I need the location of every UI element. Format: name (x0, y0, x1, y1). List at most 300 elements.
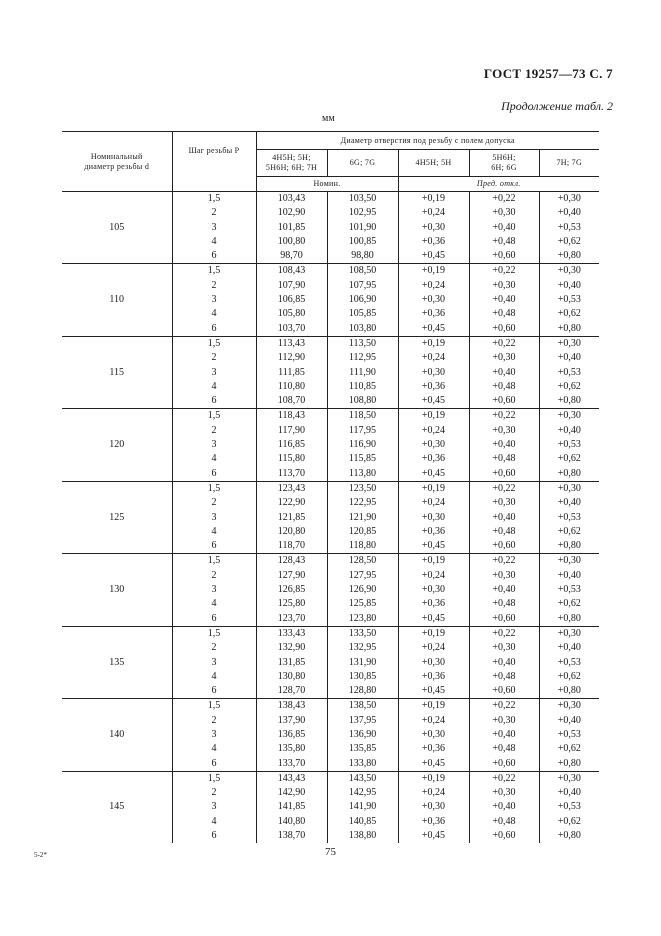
dev-7h7g-cell: +0,53 (539, 656, 599, 670)
dev-7h7g-cell: +0,30 (539, 771, 599, 786)
document-header: ГОСТ 19257—73 С. 7 (483, 66, 613, 81)
nominal-6g7g-cell: 106,90 (327, 293, 398, 307)
pitch-cell: 4 (172, 597, 256, 611)
dev-7h7g-cell: +0,80 (539, 829, 599, 843)
nominal-6g7g-cell: 125,85 (327, 597, 398, 611)
dev-7h7g-cell: +0,80 (539, 684, 599, 699)
dev-5h6h-cell: +0,60 (469, 612, 539, 627)
dev-7h7g-cell: +0,30 (539, 699, 599, 714)
pitch-cell: 2 (172, 279, 256, 293)
table-row (62, 336, 599, 351)
dev-4h5h-cell: +0,24 (398, 206, 469, 220)
dev-4h5h-cell: +0,19 (398, 192, 469, 207)
units-label: мм (322, 113, 335, 124)
dev-7h7g-cell: +0,40 (539, 714, 599, 728)
pitch-cell: 1,5 (172, 626, 256, 641)
nominal-4h5h-cell: 103,70 (256, 322, 327, 337)
pitch-cell: 4 (172, 380, 256, 394)
dev-7h7g-cell: +0,80 (539, 394, 599, 409)
nominal-4h5h-cell: 123,43 (256, 481, 327, 496)
nominal-6g7g-cell: 138,80 (327, 829, 398, 843)
dev-7h7g-cell: +0,40 (539, 496, 599, 510)
pitch-cell: 3 (172, 438, 256, 452)
dev-4h5h-cell: +0,45 (398, 249, 469, 264)
nominal-4h5h-cell: 122,90 (256, 496, 327, 510)
nominal-6g7g-cell: 100,85 (327, 235, 398, 249)
nominal-6g7g-cell: 133,50 (327, 626, 398, 641)
pitch-cell: 2 (172, 206, 256, 220)
nominal-4h5h-cell: 137,90 (256, 714, 327, 728)
nominal-6g7g-cell: 118,50 (327, 409, 398, 424)
dev-4h5h-cell: +0,30 (398, 583, 469, 597)
dev-5h6h-cell: +0,48 (469, 452, 539, 466)
nominal-4h5h-cell: 115,80 (256, 452, 327, 466)
nominal-6g7g-cell: 142,95 (327, 786, 398, 800)
dev-4h5h-cell: +0,45 (398, 467, 469, 482)
pitch-cell: 1,5 (172, 771, 256, 786)
dev-4h5h-cell: +0,19 (398, 554, 469, 569)
nominal-4h5h-cell: 113,43 (256, 336, 327, 351)
dev-5h6h-cell: +0,30 (469, 424, 539, 438)
pitch-cell: 3 (172, 293, 256, 307)
dev-7h7g-cell: +0,30 (539, 481, 599, 496)
nominal-diameter-cell: 115 (62, 336, 172, 408)
pitch-cell: 1,5 (172, 264, 256, 279)
dev-7h7g-cell: +0,53 (539, 800, 599, 814)
dev-5h6h-cell: +0,48 (469, 597, 539, 611)
dev-5h6h-cell: +0,60 (469, 829, 539, 843)
dev-7h7g-cell: +0,62 (539, 815, 599, 829)
pitch-cell: 6 (172, 684, 256, 699)
pitch-cell: 4 (172, 452, 256, 466)
dev-5h6h-cell: +0,40 (469, 366, 539, 380)
dev-7h7g-cell: +0,53 (539, 293, 599, 307)
dev-5h6h-cell: +0,22 (469, 554, 539, 569)
nominal-6g7g-cell: 103,80 (327, 322, 398, 337)
nominal-4h5h-cell: 106,85 (256, 293, 327, 307)
dev-4h5h-cell: +0,30 (398, 656, 469, 670)
pitch-cell: 4 (172, 235, 256, 249)
nominal-4h5h-cell: 108,70 (256, 394, 327, 409)
nominal-4h5h-cell: 135,80 (256, 742, 327, 756)
dev-4h5h-cell: +0,45 (398, 322, 469, 337)
dev-5h6h-cell: +0,60 (469, 394, 539, 409)
dev-4h5h-cell: +0,30 (398, 511, 469, 525)
nominal-4h5h-cell: 128,70 (256, 684, 327, 699)
nominal-6g7g-cell: 105,85 (327, 307, 398, 321)
nominal-6g7g-cell: 115,85 (327, 452, 398, 466)
dev-4h5h-cell: +0,36 (398, 235, 469, 249)
nominal-6g7g-cell: 130,85 (327, 670, 398, 684)
dev-5h6h-cell: +0,40 (469, 511, 539, 525)
nominal-4h5h-cell: 143,43 (256, 771, 327, 786)
dev-5h6h-cell: +0,40 (469, 438, 539, 452)
dev-4h5h-cell: +0,36 (398, 815, 469, 829)
dev-7h7g-cell: +0,40 (539, 206, 599, 220)
nominal-6g7g-cell: 141,90 (327, 800, 398, 814)
dev-4h5h-cell: +0,24 (398, 351, 469, 365)
nominal-diameter-cell: 135 (62, 626, 172, 698)
nominal-6g7g-cell: 123,50 (327, 481, 398, 496)
nominal-4h5h-cell: 118,70 (256, 539, 327, 554)
dev-5h6h-cell: +0,30 (469, 206, 539, 220)
dev-4h5h-cell: +0,45 (398, 612, 469, 627)
dev-4h5h-cell: +0,30 (398, 221, 469, 235)
dev-5h6h-cell: +0,22 (469, 192, 539, 207)
pitch-cell: 3 (172, 728, 256, 742)
nominal-4h5h-cell: 101,85 (256, 221, 327, 235)
header-nominal-diameter: Номинальный диаметр резьбы d (62, 132, 172, 192)
dev-7h7g-cell: +0,80 (539, 249, 599, 264)
pitch-cell: 2 (172, 496, 256, 510)
nominal-6g7g-cell: 127,95 (327, 569, 398, 583)
nominal-6g7g-cell: 120,85 (327, 525, 398, 539)
nominal-4h5h-cell: 126,85 (256, 583, 327, 597)
pitch-cell: 4 (172, 307, 256, 321)
nominal-4h5h-cell: 140,80 (256, 815, 327, 829)
nominal-4h5h-cell: 127,90 (256, 569, 327, 583)
dev-7h7g-cell: +0,40 (539, 279, 599, 293)
header-col-6g7g: 6G; 7G (327, 150, 398, 177)
nominal-4h5h-cell: 105,80 (256, 307, 327, 321)
dev-7h7g-cell: +0,53 (539, 366, 599, 380)
dev-4h5h-cell: +0,45 (398, 829, 469, 843)
nominal-4h5h-cell: 116,85 (256, 438, 327, 452)
dev-7h7g-cell: +0,30 (539, 409, 599, 424)
dev-4h5h-cell: +0,45 (398, 539, 469, 554)
pitch-cell: 1,5 (172, 699, 256, 714)
header-col-dev-4h5h: 4H5H; 5H (398, 150, 469, 177)
dev-7h7g-cell: +0,80 (539, 757, 599, 772)
dev-7h7g-cell: +0,62 (539, 525, 599, 539)
dev-5h6h-cell: +0,48 (469, 525, 539, 539)
dev-5h6h-cell: +0,40 (469, 583, 539, 597)
dev-4h5h-cell: +0,19 (398, 626, 469, 641)
pitch-cell: 6 (172, 829, 256, 843)
dev-4h5h-cell: +0,45 (398, 684, 469, 699)
dev-5h6h-cell: +0,22 (469, 626, 539, 641)
dev-7h7g-cell: +0,80 (539, 467, 599, 482)
dev-4h5h-cell: +0,19 (398, 336, 469, 351)
dev-7h7g-cell: +0,53 (539, 728, 599, 742)
dev-4h5h-cell: +0,30 (398, 366, 469, 380)
nominal-6g7g-cell: 98,80 (327, 249, 398, 264)
nominal-6g7g-cell: 113,80 (327, 467, 398, 482)
dev-7h7g-cell: +0,40 (539, 641, 599, 655)
pitch-cell: 2 (172, 569, 256, 583)
dev-5h6h-cell: +0,60 (469, 757, 539, 772)
nominal-6g7g-cell: 123,80 (327, 612, 398, 627)
pitch-cell: 3 (172, 800, 256, 814)
nominal-6g7g-cell: 118,80 (327, 539, 398, 554)
dev-4h5h-cell: +0,24 (398, 714, 469, 728)
pitch-cell: 1,5 (172, 336, 256, 351)
nominal-4h5h-cell: 112,90 (256, 351, 327, 365)
dev-4h5h-cell: +0,36 (398, 307, 469, 321)
dev-7h7g-cell: +0,62 (539, 380, 599, 394)
dev-4h5h-cell: +0,36 (398, 380, 469, 394)
dev-7h7g-cell: +0,62 (539, 597, 599, 611)
dev-5h6h-cell: +0,22 (469, 264, 539, 279)
nominal-4h5h-cell: 118,43 (256, 409, 327, 424)
dev-5h6h-cell: +0,48 (469, 670, 539, 684)
table-row (62, 626, 599, 641)
dev-7h7g-cell: +0,40 (539, 424, 599, 438)
nominal-6g7g-cell: 117,95 (327, 424, 398, 438)
pitch-cell: 1,5 (172, 409, 256, 424)
header-nominal: Номин. (256, 177, 398, 192)
dev-5h6h-cell: +0,60 (469, 322, 539, 337)
nominal-6g7g-cell: 138,50 (327, 699, 398, 714)
nominal-6g7g-cell: 137,95 (327, 714, 398, 728)
dev-5h6h-cell: +0,22 (469, 481, 539, 496)
pitch-cell: 3 (172, 583, 256, 597)
pitch-cell: 2 (172, 351, 256, 365)
pitch-cell: 2 (172, 714, 256, 728)
dev-7h7g-cell: +0,62 (539, 307, 599, 321)
nominal-6g7g-cell: 136,90 (327, 728, 398, 742)
nominal-4h5h-cell: 133,70 (256, 757, 327, 772)
nominal-6g7g-cell: 102,95 (327, 206, 398, 220)
pitch-cell: 3 (172, 366, 256, 380)
dev-5h6h-cell: +0,30 (469, 496, 539, 510)
pitch-cell: 6 (172, 612, 256, 627)
dev-4h5h-cell: +0,30 (398, 293, 469, 307)
nominal-4h5h-cell: 117,90 (256, 424, 327, 438)
pitch-cell: 1,5 (172, 481, 256, 496)
nominal-6g7g-cell: 108,80 (327, 394, 398, 409)
dev-5h6h-cell: +0,30 (469, 641, 539, 655)
nominal-diameter-cell: 120 (62, 409, 172, 481)
nominal-4h5h-cell: 113,70 (256, 467, 327, 482)
pitch-cell: 6 (172, 539, 256, 554)
dev-7h7g-cell: +0,53 (539, 438, 599, 452)
dev-7h7g-cell: +0,30 (539, 554, 599, 569)
nominal-6g7g-cell: 107,95 (327, 279, 398, 293)
dev-5h6h-cell: +0,30 (469, 351, 539, 365)
dev-5h6h-cell: +0,30 (469, 714, 539, 728)
table-row (62, 481, 599, 496)
dev-4h5h-cell: +0,36 (398, 597, 469, 611)
dev-7h7g-cell: +0,80 (539, 322, 599, 337)
dev-4h5h-cell: +0,36 (398, 452, 469, 466)
nominal-4h5h-cell: 120,80 (256, 525, 327, 539)
dev-4h5h-cell: +0,19 (398, 699, 469, 714)
header-col-dev-7h7g: 7H; 7G (539, 150, 599, 177)
nominal-4h5h-cell: 103,43 (256, 192, 327, 207)
dev-7h7g-cell: +0,30 (539, 192, 599, 207)
nominal-4h5h-cell: 131,85 (256, 656, 327, 670)
nominal-4h5h-cell: 138,43 (256, 699, 327, 714)
dev-5h6h-cell: +0,40 (469, 656, 539, 670)
nominal-6g7g-cell: 121,90 (327, 511, 398, 525)
dev-7h7g-cell: +0,62 (539, 670, 599, 684)
nominal-4h5h-cell: 132,90 (256, 641, 327, 655)
nominal-diameter-cell: 105 (62, 192, 172, 264)
dev-4h5h-cell: +0,36 (398, 525, 469, 539)
dev-4h5h-cell: +0,24 (398, 496, 469, 510)
nominal-4h5h-cell: 110,80 (256, 380, 327, 394)
pitch-cell: 3 (172, 221, 256, 235)
nominal-6g7g-cell: 108,50 (327, 264, 398, 279)
dev-5h6h-cell: +0,40 (469, 221, 539, 235)
table-row (62, 699, 599, 714)
dev-5h6h-cell: +0,60 (469, 539, 539, 554)
header-hole-diameter: Диаметр отверстия под резьбу с полем допуска (256, 132, 599, 150)
dev-5h6h-cell: +0,48 (469, 235, 539, 249)
dev-5h6h-cell: +0,40 (469, 728, 539, 742)
nominal-diameter-cell: 110 (62, 264, 172, 336)
nominal-6g7g-cell: 113,50 (327, 336, 398, 351)
nominal-4h5h-cell: 125,80 (256, 597, 327, 611)
pitch-cell: 6 (172, 394, 256, 409)
nominal-6g7g-cell: 101,90 (327, 221, 398, 235)
dev-4h5h-cell: +0,36 (398, 742, 469, 756)
pitch-cell: 1,5 (172, 554, 256, 569)
dev-7h7g-cell: +0,53 (539, 511, 599, 525)
dev-7h7g-cell: +0,30 (539, 264, 599, 279)
dev-4h5h-cell: +0,30 (398, 728, 469, 742)
dev-4h5h-cell: +0,24 (398, 279, 469, 293)
dev-4h5h-cell: +0,19 (398, 771, 469, 786)
nominal-4h5h-cell: 136,85 (256, 728, 327, 742)
table-row (62, 554, 599, 569)
dev-4h5h-cell: +0,45 (398, 394, 469, 409)
dev-4h5h-cell: +0,30 (398, 800, 469, 814)
dev-7h7g-cell: +0,40 (539, 351, 599, 365)
dev-7h7g-cell: +0,62 (539, 235, 599, 249)
nominal-4h5h-cell: 130,80 (256, 670, 327, 684)
nominal-diameter-cell: 125 (62, 481, 172, 553)
nominal-6g7g-cell: 110,85 (327, 380, 398, 394)
dev-4h5h-cell: +0,24 (398, 786, 469, 800)
table-row (62, 771, 599, 786)
pitch-cell: 6 (172, 467, 256, 482)
dev-5h6h-cell: +0,22 (469, 771, 539, 786)
dev-5h6h-cell: +0,40 (469, 800, 539, 814)
page-number: 75 (325, 846, 336, 858)
dev-4h5h-cell: +0,24 (398, 641, 469, 655)
pitch-cell: 6 (172, 249, 256, 264)
dev-5h6h-cell: +0,30 (469, 786, 539, 800)
pitch-cell: 4 (172, 815, 256, 829)
dev-4h5h-cell: +0,19 (398, 264, 469, 279)
dev-4h5h-cell: +0,19 (398, 409, 469, 424)
dev-4h5h-cell: +0,24 (398, 569, 469, 583)
header-col-dev-5h6h: 5H6H; 6H; 6G (469, 150, 539, 177)
nominal-diameter-cell: 140 (62, 699, 172, 771)
dev-7h7g-cell: +0,80 (539, 539, 599, 554)
dev-7h7g-cell: +0,30 (539, 626, 599, 641)
nominal-4h5h-cell: 142,90 (256, 786, 327, 800)
nominal-4h5h-cell: 98,70 (256, 249, 327, 264)
dev-7h7g-cell: +0,30 (539, 336, 599, 351)
nominal-6g7g-cell: 128,80 (327, 684, 398, 699)
dev-5h6h-cell: +0,60 (469, 249, 539, 264)
dev-5h6h-cell: +0,22 (469, 336, 539, 351)
dev-5h6h-cell: +0,22 (469, 409, 539, 424)
nominal-6g7g-cell: 143,50 (327, 771, 398, 786)
pitch-cell: 2 (172, 641, 256, 655)
dev-7h7g-cell: +0,80 (539, 612, 599, 627)
header-deviation: Пред. откл. (398, 177, 599, 192)
dev-5h6h-cell: +0,30 (469, 279, 539, 293)
dev-5h6h-cell: +0,48 (469, 742, 539, 756)
thread-hole-diameter-table (62, 131, 599, 843)
dev-4h5h-cell: +0,30 (398, 438, 469, 452)
nominal-4h5h-cell: 141,85 (256, 800, 327, 814)
nominal-4h5h-cell: 107,90 (256, 279, 327, 293)
dev-5h6h-cell: +0,22 (469, 699, 539, 714)
dev-4h5h-cell: +0,45 (398, 757, 469, 772)
dev-7h7g-cell: +0,40 (539, 569, 599, 583)
nominal-4h5h-cell: 100,80 (256, 235, 327, 249)
dev-7h7g-cell: +0,40 (539, 786, 599, 800)
dev-5h6h-cell: +0,30 (469, 569, 539, 583)
nominal-6g7g-cell: 132,95 (327, 641, 398, 655)
nominal-6g7g-cell: 112,95 (327, 351, 398, 365)
pitch-cell: 2 (172, 786, 256, 800)
dev-4h5h-cell: +0,24 (398, 424, 469, 438)
dev-7h7g-cell: +0,62 (539, 452, 599, 466)
nominal-6g7g-cell: 111,90 (327, 366, 398, 380)
pitch-cell: 2 (172, 424, 256, 438)
pitch-cell: 6 (172, 757, 256, 772)
nominal-4h5h-cell: 102,90 (256, 206, 327, 220)
nominal-4h5h-cell: 133,43 (256, 626, 327, 641)
dev-7h7g-cell: +0,53 (539, 583, 599, 597)
nominal-4h5h-cell: 108,43 (256, 264, 327, 279)
nominal-4h5h-cell: 123,70 (256, 612, 327, 627)
pitch-cell: 3 (172, 656, 256, 670)
header-thread-pitch: Шаг резьбы P (172, 132, 256, 192)
table-row (62, 409, 599, 424)
nominal-6g7g-cell: 126,90 (327, 583, 398, 597)
dev-7h7g-cell: +0,62 (539, 742, 599, 756)
dev-5h6h-cell: +0,60 (469, 684, 539, 699)
table-row (62, 264, 599, 279)
pitch-cell: 6 (172, 322, 256, 337)
dev-5h6h-cell: +0,40 (469, 293, 539, 307)
nominal-6g7g-cell: 131,90 (327, 656, 398, 670)
nominal-4h5h-cell: 121,85 (256, 511, 327, 525)
header-col-4h5h: 4H5H; 5H; 5H6H; 6H; 7H (256, 150, 327, 177)
footer-print-mark: 5-2* (34, 851, 47, 859)
nominal-6g7g-cell: 122,95 (327, 496, 398, 510)
dev-4h5h-cell: +0,36 (398, 670, 469, 684)
dev-5h6h-cell: +0,48 (469, 307, 539, 321)
pitch-cell: 1,5 (172, 192, 256, 207)
dev-5h6h-cell: +0,48 (469, 815, 539, 829)
table-row (62, 192, 599, 207)
nominal-diameter-cell: 130 (62, 554, 172, 626)
dev-5h6h-cell: +0,48 (469, 380, 539, 394)
nominal-6g7g-cell: 135,85 (327, 742, 398, 756)
dev-5h6h-cell: +0,60 (469, 467, 539, 482)
nominal-4h5h-cell: 128,43 (256, 554, 327, 569)
dev-4h5h-cell: +0,19 (398, 481, 469, 496)
nominal-6g7g-cell: 140,85 (327, 815, 398, 829)
nominal-6g7g-cell: 116,90 (327, 438, 398, 452)
pitch-cell: 4 (172, 525, 256, 539)
pitch-cell: 3 (172, 511, 256, 525)
dev-7h7g-cell: +0,53 (539, 221, 599, 235)
table-continuation-caption: Продолжение табл. 2 (501, 99, 613, 113)
nominal-6g7g-cell: 133,80 (327, 757, 398, 772)
nominal-4h5h-cell: 138,70 (256, 829, 327, 843)
pitch-cell: 4 (172, 742, 256, 756)
nominal-6g7g-cell: 128,50 (327, 554, 398, 569)
